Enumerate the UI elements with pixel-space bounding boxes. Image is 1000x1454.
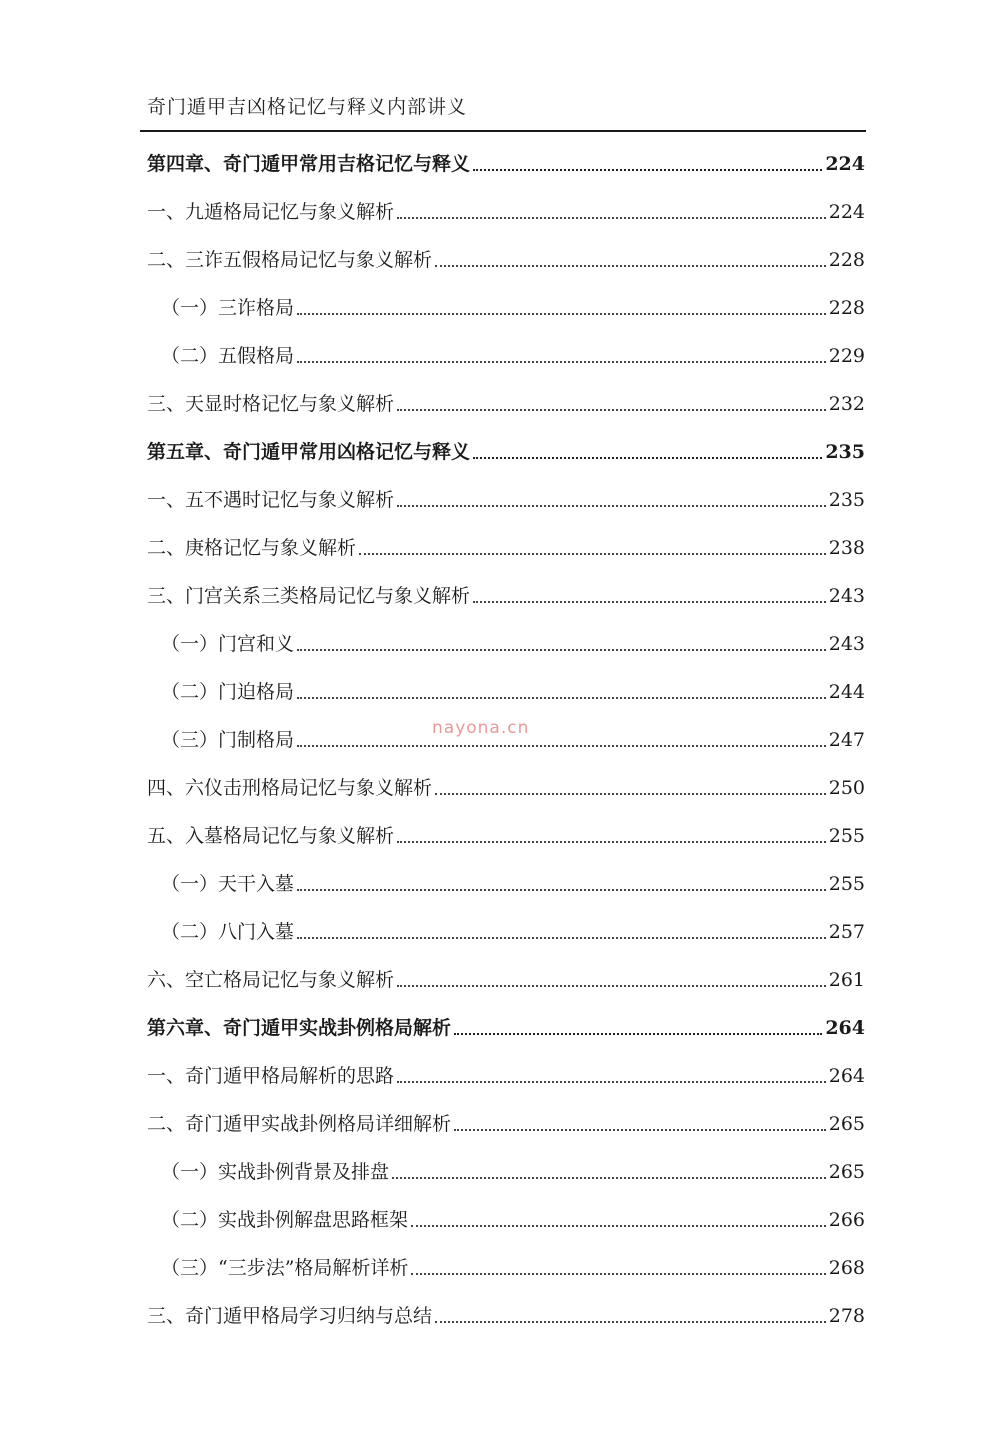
- toc-subsection-entry: [147, 1146, 865, 1194]
- toc-dot-leader: [397, 409, 826, 411]
- toc-section-entry: [147, 1050, 865, 1098]
- toc-subsection-entry: [147, 1242, 865, 1290]
- header-rule: [140, 130, 866, 132]
- toc-entry-title: （一）天干入墓: [161, 873, 295, 895]
- toc-entry-title: （二）实战卦例解盘思路框架: [161, 1209, 409, 1231]
- toc-dot-leader: [297, 361, 826, 363]
- toc-chapter-entry: [147, 138, 865, 186]
- toc-entry-title: 三、门宫关系三类格局记忆与象义解析: [147, 585, 471, 607]
- toc-section-entry: [147, 810, 865, 858]
- toc-entry-title: 四、六仪击刑格局记忆与象义解析: [147, 777, 433, 799]
- toc-dot-leader: [473, 169, 822, 171]
- toc-dot-leader: [297, 937, 826, 939]
- toc-page-number: 244: [828, 681, 865, 703]
- toc-entry-title: 六、空亡格局记忆与象义解析: [147, 969, 395, 991]
- toc-page-number: 228: [828, 249, 865, 271]
- toc-dot-leader: [473, 601, 826, 603]
- toc-entry-title: （三）“三步法”格局解析详析: [161, 1257, 409, 1279]
- toc-page-number: 235: [828, 489, 865, 511]
- toc-section-entry: [147, 378, 865, 426]
- toc-page-number: 243: [828, 633, 865, 655]
- toc-section-entry: [147, 234, 865, 282]
- toc-entry-title: 二、奇门遁甲实战卦例格局详细解析: [147, 1113, 452, 1135]
- toc-entry-title: 一、奇门遁甲格局解析的思路: [147, 1065, 395, 1087]
- toc-page-number: 264: [825, 1017, 865, 1039]
- toc-dot-leader: [392, 1177, 826, 1179]
- toc-subsection-entry: [147, 330, 865, 378]
- toc-page-number: 261: [828, 969, 865, 991]
- toc-section-entry: [147, 186, 865, 234]
- toc-dot-leader: [297, 745, 826, 747]
- toc-subsection-entry: [147, 906, 865, 954]
- toc-entry-title: （三）门制格局: [161, 729, 295, 751]
- toc-dot-leader: [397, 985, 826, 987]
- toc-subsection-entry: [147, 1194, 865, 1242]
- toc-page-number: 247: [828, 729, 865, 751]
- toc-entry-title: （一）实战卦例背景及排盘: [161, 1161, 390, 1183]
- toc-page-number: 255: [828, 873, 865, 895]
- toc-section-entry: [147, 762, 865, 810]
- toc-section-entry: [147, 1290, 865, 1338]
- toc-dot-leader: [297, 889, 826, 891]
- toc-section-entry: [147, 522, 865, 570]
- toc-subsection-entry: [147, 618, 865, 666]
- toc-dot-leader: [435, 1321, 826, 1323]
- toc-dot-leader: [473, 457, 822, 459]
- toc-page-number: 232: [828, 393, 865, 415]
- toc-dot-leader: [454, 1129, 826, 1131]
- toc-entry-title: 第五章、奇门遁甲常用凶格记忆与释义: [147, 441, 471, 463]
- toc-page-number: 224: [828, 201, 865, 223]
- toc-page-number: 250: [828, 777, 865, 799]
- toc-dot-leader: [454, 1033, 822, 1035]
- toc-page-number: 265: [828, 1161, 865, 1183]
- toc-entry-title: （一）三诈格局: [161, 297, 295, 319]
- toc-subsection-entry: [147, 858, 865, 906]
- toc-entry-title: 三、天显时格记忆与象义解析: [147, 393, 395, 415]
- toc-entry-title: 五、入墓格局记忆与象义解析: [147, 825, 395, 847]
- toc-entry-title: 第四章、奇门遁甲常用吉格记忆与释义: [147, 153, 471, 175]
- toc-page-number: 229: [828, 345, 865, 367]
- toc-dot-leader: [297, 313, 826, 315]
- watermark: nayona.cn: [432, 718, 530, 738]
- toc-chapter-entry: [147, 426, 865, 474]
- toc-subsection-entry: [147, 282, 865, 330]
- toc-page-number: 224: [825, 153, 865, 175]
- toc-dot-leader: [397, 217, 826, 219]
- toc-entry-title: （二）八门入墓: [161, 921, 295, 943]
- table-of-contents: [147, 138, 865, 1338]
- toc-entry-title: （一）门宫和义: [161, 633, 295, 655]
- toc-page-number: 257: [828, 921, 865, 943]
- running-header: 奇门遁甲吉凶格记忆与释义内部讲义: [147, 96, 468, 118]
- toc-dot-leader: [435, 265, 826, 267]
- toc-dot-leader: [411, 1273, 825, 1275]
- toc-entry-title: 一、九遁格局记忆与象义解析: [147, 201, 395, 223]
- toc-page-number: 278: [828, 1305, 865, 1327]
- toc-entry-title: 三、奇门遁甲格局学习归纳与总结: [147, 1305, 433, 1327]
- toc-dot-leader: [397, 1081, 826, 1083]
- toc-section-entry: [147, 1098, 865, 1146]
- toc-section-entry: [147, 954, 865, 1002]
- toc-page-number: 268: [828, 1257, 865, 1279]
- toc-page-number: 266: [828, 1209, 865, 1231]
- toc-entry-title: 二、庚格记忆与象义解析: [147, 537, 357, 559]
- toc-dot-leader: [411, 1225, 826, 1227]
- toc-page-number: 238: [828, 537, 865, 559]
- toc-dot-leader: [297, 697, 826, 699]
- toc-entry-title: （二）五假格局: [161, 345, 295, 367]
- toc-page-number: 265: [828, 1113, 865, 1135]
- toc-dot-leader: [435, 793, 826, 795]
- toc-entry-title: 一、五不遇时记忆与象义解析: [147, 489, 395, 511]
- toc-page-number: 264: [828, 1065, 865, 1087]
- toc-page-number: 243: [828, 585, 865, 607]
- toc-section-entry: [147, 474, 865, 522]
- toc-subsection-entry: [147, 666, 865, 714]
- toc-dot-leader: [297, 649, 826, 651]
- toc-page-number: 255: [828, 825, 865, 847]
- toc-entry-title: 第六章、奇门遁甲实战卦例格局解析: [147, 1017, 452, 1039]
- toc-dot-leader: [359, 553, 826, 555]
- toc-page-number: 235: [825, 441, 865, 463]
- toc-section-entry: [147, 570, 865, 618]
- toc-dot-leader: [397, 505, 826, 507]
- toc-entry-title: 二、三诈五假格局记忆与象义解析: [147, 249, 433, 271]
- toc-page-number: 228: [828, 297, 865, 319]
- toc-entry-title: （二）门迫格局: [161, 681, 295, 703]
- toc-dot-leader: [397, 841, 826, 843]
- toc-chapter-entry: [147, 1002, 865, 1050]
